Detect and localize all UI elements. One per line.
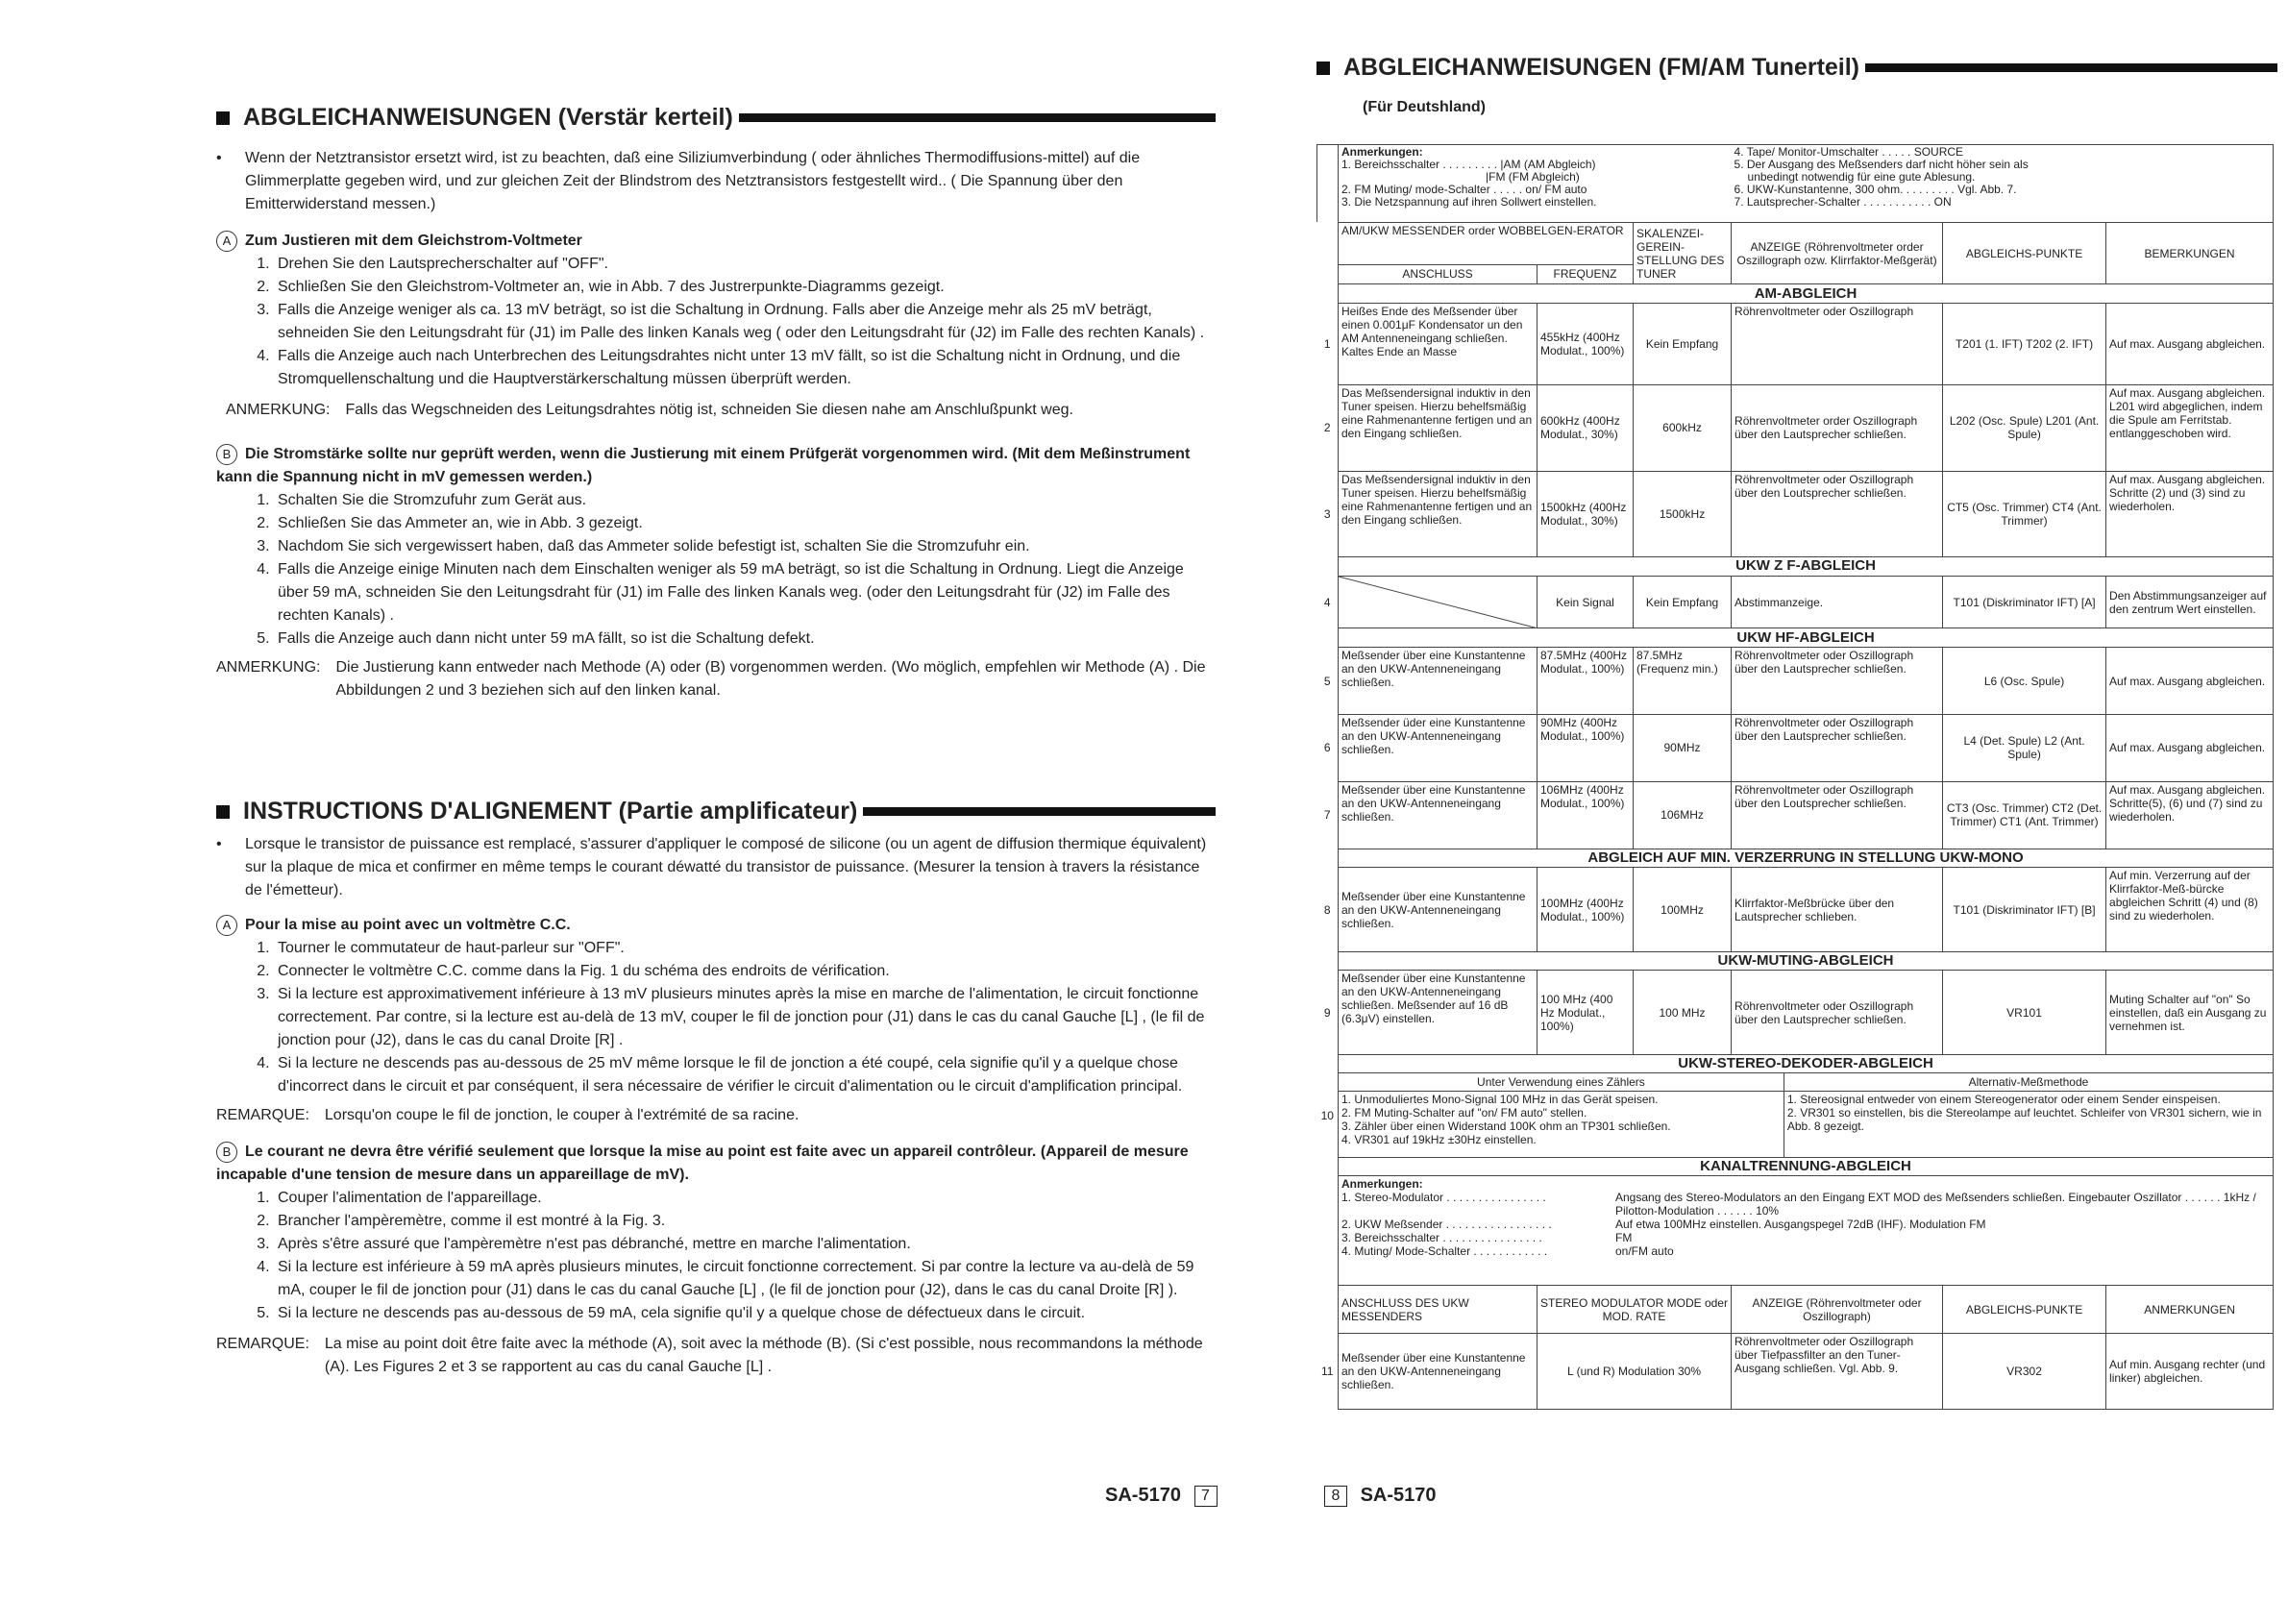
amp-fr-a-note: REMARQUE: Lorsqu'on coupe le fil de jonction, le couper à l'extrémité de sa racine.: [216, 1107, 800, 1123]
square-bullet-icon: [216, 805, 230, 819]
tuner-subtitle: (Für Deutshland): [1363, 99, 1486, 115]
list-item: 4. Falls die Anzeige auch nach Unterbrechen des Leitungsdrahtes nicht unter 13 mV fällt, so ist die Schaltung nicht in Ordnung, und die Stromquellenschaltung und die Hauptverstärkerschaltung müssen überprüft werden.: [274, 345, 1216, 391]
square-bullet-icon: [1316, 62, 1330, 75]
section-row: [1317, 951, 2274, 971]
section-row: [1317, 557, 2274, 577]
header-abgleich: ABGLEICHS-PUNKTE: [1943, 222, 2106, 283]
diagonal-line-icon: [1339, 577, 1537, 628]
table-row: 3 Das Meßsendersignal induktiv in den Tuner speisen. Hierzu behelfsmäßig eine Rahmenantenne fertigen und an den Eingang schließen. 1500kHz (400Hz Modulat., 30%) 1500kHz Röhrenvoltmeter oder Oszillograph über den Loutsprecher schließen. CT5 (Osc. Trimmer) CT4 (Ant. Trimmer) Auf max. Ausgang abgleichen. Schritte (2) und (3) sind zu wiederholen.: [1317, 471, 2274, 557]
amp-de-a-heading: A Zum Justieren mit dem Gleichstrom-Voltmeter: [216, 230, 1216, 253]
list-item: 3. Si la lecture est approximativement inférieure à 13 mV plusieurs minutes après la mise en marche de l'alimentation, le circuit fonctionne correctement. Par contre, si la lecture est au-delà de 13 mV, couper le fil de jonction pour (J1) dans le cas du canal Gauche [L] , (le fil de jonction pour (J2), dans le cas du canal Droite [R] .: [274, 983, 1216, 1052]
section-am: AM-ABGLEICH: [1339, 284, 2274, 304]
amp-de-intro: • Wenn der Netztransistor ersetzt wird, ist zu beachten, daß eine Siliziumverbindung ( oder ähnliches Thermodiffusions-mittel) auf die Glimmerplatte gegeben wird, und zur gleichen Zeit der Blindstrom des Netztransistors festgestellt wird.. ( Die Spannung über den Emitterwiderstand messen.): [216, 147, 1216, 216]
section-muting: UKW-MUTING-ABGLEICH: [1339, 951, 2274, 971]
header-skala: SKALENZEI-GEREIN-STELLUNG DES TUNER: [1634, 222, 1732, 283]
list-item: 5. Falls die Anzeige auch dann nicht unter 59 mA fällt, so ist die Schaltung defekt.: [274, 627, 1216, 651]
table-row: 4 Kein Signal Kein Empfang Abstimmanzeige. T101 (Diskriminator IFT) [A] Den Abstimmungsanzeiger auf den zentrum Wert einstellen.: [1317, 576, 2274, 628]
list-item: 2. Connecter le voltmètre C.C. comme dans la Fig. 1 du schéma des endroits de vérification.: [274, 960, 1216, 983]
table-row: 1 Heißes Ende des Meßsender über einen 0.001μF Kondensator un den AM Antenneneingang schließen. Kaltes Ende an Masse 455kHz (400Hz Modulat., 100%) Kein Empfang Röhrenvoltmeter oder Oszillograph T201 (1. IFT) T202 (2. IFT) Auf max. Ausgang abgleichen.: [1317, 303, 2274, 384]
amp-fr-b-steps: [216, 1187, 1216, 1325]
square-bullet-icon: [216, 111, 230, 125]
title-rule: [1865, 63, 2277, 72]
table-row: 10 Unter Verwendung eines Zählers Alternativ-Meßmethode 1. Unmoduliertes Mono-Signal 100 MHz in das Gerät speisen. 2. FM Muting-Schalter auf "on/ FM auto" stellen. 3. Zähler über einen Widerstand 100K ohm an TP301 schließen. 4. VR301 auf 19kHz ±30Hz einstellen. 1. Stereosignal entweder von einem Stereogenerator oder einem Sender einspeisen. 2. VR301 so einstellen, bis die Stereolampe auf leuchtet. Schleifer von VR301 sichern, wie in Abb. 8 gezeigt.: [1317, 1073, 2274, 1157]
table-row: 7 Meßsender über eine Kunstantenne an den UKW-Antenneneingang schließen. 106MHz (400Hz Modulat., 100%) 106MHz Röhrenvoltmeter oder Oszillograph über den Loutsprecher schließen. CT3 (Osc. Trimmer) CT2 (Det. Trimmer) CT1 (Ant. Trimmer) Auf max. Ausgang abgleichen. Schritte(5), (6) und (7) sind zu wiederholen.: [1317, 781, 2274, 849]
header-bemerkungen: BEMERKUNGEN: [2106, 222, 2274, 283]
list-item: 1. Drehen Sie den Lautsprecherschalter auf "OFF".: [274, 253, 1216, 276]
section-row: [1317, 284, 2274, 304]
section-verzerrung: ABGLEICH AUF MIN. VERZERRUNG IN STELLUNG UKW-MONO: [1339, 849, 2274, 868]
page-number: 7: [1194, 1486, 1218, 1507]
table-row: 6 Meßsender üder eine Kunstantenne an den UKW-Antenneneingang schließen. 90MHz (400Hz Modulat., 100%) 90MHz Röhrenvoltmeter oder Oszillograph über den Lautsprecher schließen. L4 (Det. Spule) L2 (Ant. Spule) Auf max. Ausgang abgleichen.: [1317, 714, 2274, 781]
notes-right: 4. Tape/ Monitor-Umschalter . . . . . SOURCE 5. Der Ausgang des Meßsenders darf nicht höher sein als unbedingt notwendig für eine gute Ablesung. 6. UKW-Kunstantenne, 300 ohm. . . . . . . . . Vgl. Abb. 7. 7. Lautsprecher-Schalter . . . . . . . . . . . ON: [1732, 145, 2274, 223]
circle-b-icon: B: [216, 444, 237, 465]
list-item: 5. Si la lecture ne descends pas au-dessous de 59 mA, cela signifie qu'il y a quelque chose de défectueux dans le circuit.: [274, 1302, 1216, 1325]
list-item: 4. Si la lecture ne descends pas au-dessous de 25 mV même lorsque le fil de jonction a été coupé, cela signifie qu'il y a quelque chose d'incorrect dans le circuit et par conséquent, il sera nécessaire de vérifier le circuit d'alimentation ou le circuit d'amplification principal.: [274, 1052, 1216, 1098]
amp-fr-b-note: REMARQUE: La mise au point doit être faite avec la méthode (A), soit avec la méthode (B). (Si c'est possible, nous recommandons la méthode (A). Les Figures 2 et 3 se rapportent au cas du canal Gauche [L] .: [216, 1336, 1203, 1375]
notes-left: Anmerkungen: 1. Bereichsschalter . . . . . . . . . |AM (AM Abgleich) |FM (FM Abgleich) 2. FM Muting/ mode-Schalter . . . . . on/ FM auto 3. Die Netzspannung auf ihren Sollwert einstellen.: [1339, 145, 1732, 223]
header-anschluss: ANSCHLUSS: [1339, 264, 1538, 284]
tuner-alignment-table: [1316, 144, 2273, 1410]
kanal-notes-row: [1317, 1176, 2274, 1286]
amp-de-title: ABGLEICHANWEISUNGEN (Verstär kerteil): [216, 104, 1216, 132]
diagonal-cell: [1339, 576, 1538, 628]
tuner-title: ABGLEICHANWEISUNGEN (FM/AM Tunerteil): [1316, 54, 2277, 82]
amp-de-b-steps: [216, 489, 1216, 651]
stereo-left-steps: 1. Unmoduliertes Mono-Signal 100 MHz in das Gerät speisen. 2. FM Muting-Schalter auf "on/ FM auto" stellen. 3. Zähler über einen Widerstand 100K ohm an TP301 schließen. 4. VR301 auf 19kHz ±30Hz einstellen.: [1339, 1091, 1784, 1156]
title-rule: [863, 807, 1216, 816]
left-footer: [1105, 1485, 1218, 1507]
header-generator: AM/UKW MESSENDER order WOBBELGEN-ERATOR: [1339, 222, 1634, 264]
amp-fr-a-heading: A Pour la mise au point avec un voltmètre C.C.: [216, 914, 1216, 937]
section-row: [1317, 1157, 2274, 1176]
title-rule: [739, 113, 1216, 122]
list-item: 4. Si la lecture est inférieure à 59 mA après plusieurs minutes, le circuit fonctionne correctement. Si par contre la lecture va au-delà de 59 mA, couper le fil de jonction pour (J1) dans le cas du canal Gauche [L] , (le fil de jonction pour (J2), dans le cas du canal Droite [R] ).: [274, 1256, 1216, 1302]
table-row: 9 Meßsender über eine Kunstantenne an den UKW-Antenneneingang schließen. Meßsender auf 16 dB (6.3μV) einstellen. 100 MHz (400 Hz Modulat., 100%) 100 MHz Röhrenvoltmeter oder Oszillograph über den Lautsprecher schließen. VR101 Muting Schalter auf "on" So einstellen, daß ein Ausgang zu vernehmen ist.: [1317, 971, 2274, 1054]
stereo-left-head: Unter Verwendung eines Zählers: [1339, 1073, 1784, 1091]
kanal-notes: Anmerkungen: 1. Stereo-Modulator . . . . . . . . . . . . . . . . Angsang des Stereo-Modulators an den Eingang EXT MOD des Meßsenders schließen. Eingebauter Oszillator . . . . . . 1kHz / Pilotton-Modulation . . . . . . 10% 2. UKW Meßsender . . . . . . . . . . . . . . . . . Auf etwa 100MHz einstellen. Ausgangspegel 72dB (IHF). Modulation FM 3. Bereichsschalter . . . . . . . . . . . . . . . . FM 4. Muting/ Mode-Schalter . . . . . . . . . . . . on/FM auto: [1339, 1176, 2274, 1286]
table-row: 5 Meßsender über eine Kunstantenne an den UKW-Antenneneingang schließen. 87.5MHz (400Hz Modulat., 100%) 87.5MHz (Frequenz min.) Röhrenvoltmeter oder Oszillograph über den Lautsprecher schließen. L6 (Osc. Spule) Auf max. Ausgang abgleichen.: [1317, 648, 2274, 715]
list-item: 4. Falls die Anzeige einige Minuten nach dem Einschalten weniger als 59 mA beträgt, so ist die Schaltung in Ordnung. Liegt die Anzeige über 59 mA, schneiden Sie den Leitungsdraht für (J1) im Falle des linken Kanals weg. (oder den Leitungsdraht für (J2) im Falle des rechten Kanals) .: [274, 558, 1216, 627]
section-hf: UKW HF-ABGLEICH: [1339, 628, 2274, 648]
section-row: [1317, 849, 2274, 868]
list-item: 3. Après s'être assuré que l'ampèremètre n'est pas débranché, mettre en marche l'alimentation.: [274, 1233, 1216, 1256]
kanal-header-row: ANSCHLUSS DES UKW MESSENDERS STEREO MODULATOR MODE oder MOD. RATE ANZEIGE (Röhrenvoltmeter oder Oszillograph) ABGLEICHS-PUNKTE ANMERKUNGEN: [1317, 1286, 2274, 1334]
header-anzeige: ANZEIGE (Röhrenvoltmeter order Oszillograph ozw. Klirrfaktor-Meßgerät): [1732, 222, 1943, 283]
table-row: 11 Meßsender über eine Kunstantenne an den UKW-Antenneneingang schließen. L (und R) Modulation 30% Röhrenvoltmeter oder Oszillograph über Tiefpassfilter an den Tuner-Ausgang schließen. Vgl. Abb. 9. VR302 Auf min. Ausgang rechter (und linker) abgleichen.: [1317, 1334, 2274, 1410]
table-row: 8 Meßsender über eine Kunstantenne an den UKW-Antenneneingang schließen. 100MHz (400Hz Modulat., 100%) 100MHz Klirrfaktor-Meßbrücke über den Lautsprecher schlieben. T101 (Diskriminator IFT) [B] Auf min. Verzerrung auf der Klirrfaktor-Meß-bürcke abgleichen Schritt (4) und (8) sind zu wiederholen.: [1317, 868, 2274, 951]
section-zf: UKW Z F-ABGLEICH: [1339, 557, 2274, 577]
stereo-right-head: Alternativ-Meßmethode: [1784, 1073, 2273, 1091]
amp-de-b-heading: B Die Stromstärke sollte nur geprüft werden, wenn die Justierung mit einem Prüfgerät vorgenommen wird. (Mit dem Meßinstrument kann die Spannung nicht in mV gemessen werden.): [216, 443, 1216, 489]
section-stereo: UKW-STEREO-DEKODER-ABGLEICH: [1339, 1054, 2274, 1073]
table-header-row: [1317, 222, 2274, 264]
list-item: 1. Couper l'alimentation de l'appareillage.: [274, 1187, 1216, 1210]
circle-b-icon: B: [216, 1142, 237, 1163]
list-item: 3. Falls die Anzeige weniger als ca. 13 mV beträgt, so ist die Schaltung in Ordnung. Falls aber die Anzeige mehr als 25 mV beträgt, sehneiden Sie den Leitungsdraht für (J1) im Palle des linken Kanals weg ( oder den Leitungsdraht für (J2) im Falle des rechten Kanals) .: [274, 299, 1216, 345]
list-item: 2. Schließen Sie das Ammeter an, wie in Abb. 3 gezeigt.: [274, 512, 1216, 535]
model-name: SA-5170: [1360, 1485, 1437, 1506]
section-kanal: KANALTRENNUNG-ABGLEICH: [1339, 1157, 2274, 1176]
section-row: [1317, 1054, 2274, 1073]
amp-de-a-steps: [216, 253, 1216, 391]
list-item: 3. Nachdom Sie sich vergewissert haben, daß das Ammeter solide befestigt ist, schalten Sie die Stromzufuhr ein.: [274, 535, 1216, 558]
amp-fr-intro: • Lorsque le transistor de puissance est remplacé, s'assurer d'appliquer le composé de silicone (ou un agent de diffusion thermique équivalent) sur la plaque de mica et confirmer en même temps le courant déwatté du transistor de puissance. (Mesurer la tension à travers la résistance de l'émetteur).: [216, 833, 1216, 902]
amp-fr-b-heading: B Le courant ne devra être vérifié seulement que lorsque la mise au point est faite avec un appareil contrôleur. (Appareil de mesure incapable d'une tension de mesure dans un appareillage de mV).: [216, 1141, 1216, 1187]
header-frequenz: FREQUENZ: [1538, 264, 1634, 284]
list-item: 1. Tourner le commutateur de haut-parleur sur "OFF".: [274, 937, 1216, 960]
list-item: 2. Schließen Sie den Gleichstrom-Voltmeter an, wie in Abb. 7 des Justrerpunkte-Diagramms gezeigt.: [274, 276, 1216, 299]
amp-de-a-note: ANMERKUNG: Falls das Wegschneiden des Leitungsdrahtes nötig ist, schneiden Sie diesen nahe am Anschlußpunkt weg.: [226, 402, 1073, 418]
amp-de-b-note: ANMERKUNG: Die Justierung kann entweder nach Methode (A) oder (B) vorgenommen werden. (Wo möglich, empfehlen wir Methode (A) . Die Abbildungen 2 und 3 beziehen sich auf den linken kanal.: [216, 659, 1206, 699]
circle-a-icon: A: [216, 231, 237, 252]
list-item: 1. Schalten Sie die Stromzufuhr zum Gerät aus.: [274, 489, 1216, 512]
section-row: [1317, 628, 2274, 648]
list-item: 2. Brancher l'ampèremètre, comme il est montré à la Fig. 3.: [274, 1210, 1216, 1233]
amp-fr-a-steps: [216, 937, 1216, 1098]
stereo-right-steps: 1. Stereosignal entweder von einem Stereogenerator oder einem Sender einspeisen. 2. VR301 so einstellen, bis die Stereolampe auf leuchtet. Schleifer von VR301 sichern, wie in Abb. 8 gezeigt.: [1786, 1092, 2262, 1133]
amp-de-section: [216, 104, 1216, 702]
table-row: 2 Das Meßsendersignal induktiv in den Tuner speisen. Hierzu behelfsmäßig eine Rahmenantenne fertigen und an den Eingang schließen. 600kHz (400Hz Modulat., 30%) 600kHz Röhrenvoltmeter order Oszillograph über den Lautsprecher schließen. L202 (Osc. Spule) L201 (Ant. Spule) Auf max. Ausgang abgleichen. L201 wird abgeglichen, indem die Spule am Ferritstab. entlanggeschoben wird.: [1317, 385, 2274, 472]
notes-row: [1317, 145, 2274, 223]
model-name: SA-5170: [1105, 1485, 1181, 1506]
amp-fr-title: INSTRUCTIONS D'ALIGNEMENT (Partie amplificateur): [216, 798, 1216, 825]
right-footer: [1324, 1485, 1437, 1507]
page-number: 8: [1324, 1486, 1347, 1507]
amp-fr-section: [216, 798, 1216, 1379]
circle-a-icon: A: [216, 915, 237, 936]
